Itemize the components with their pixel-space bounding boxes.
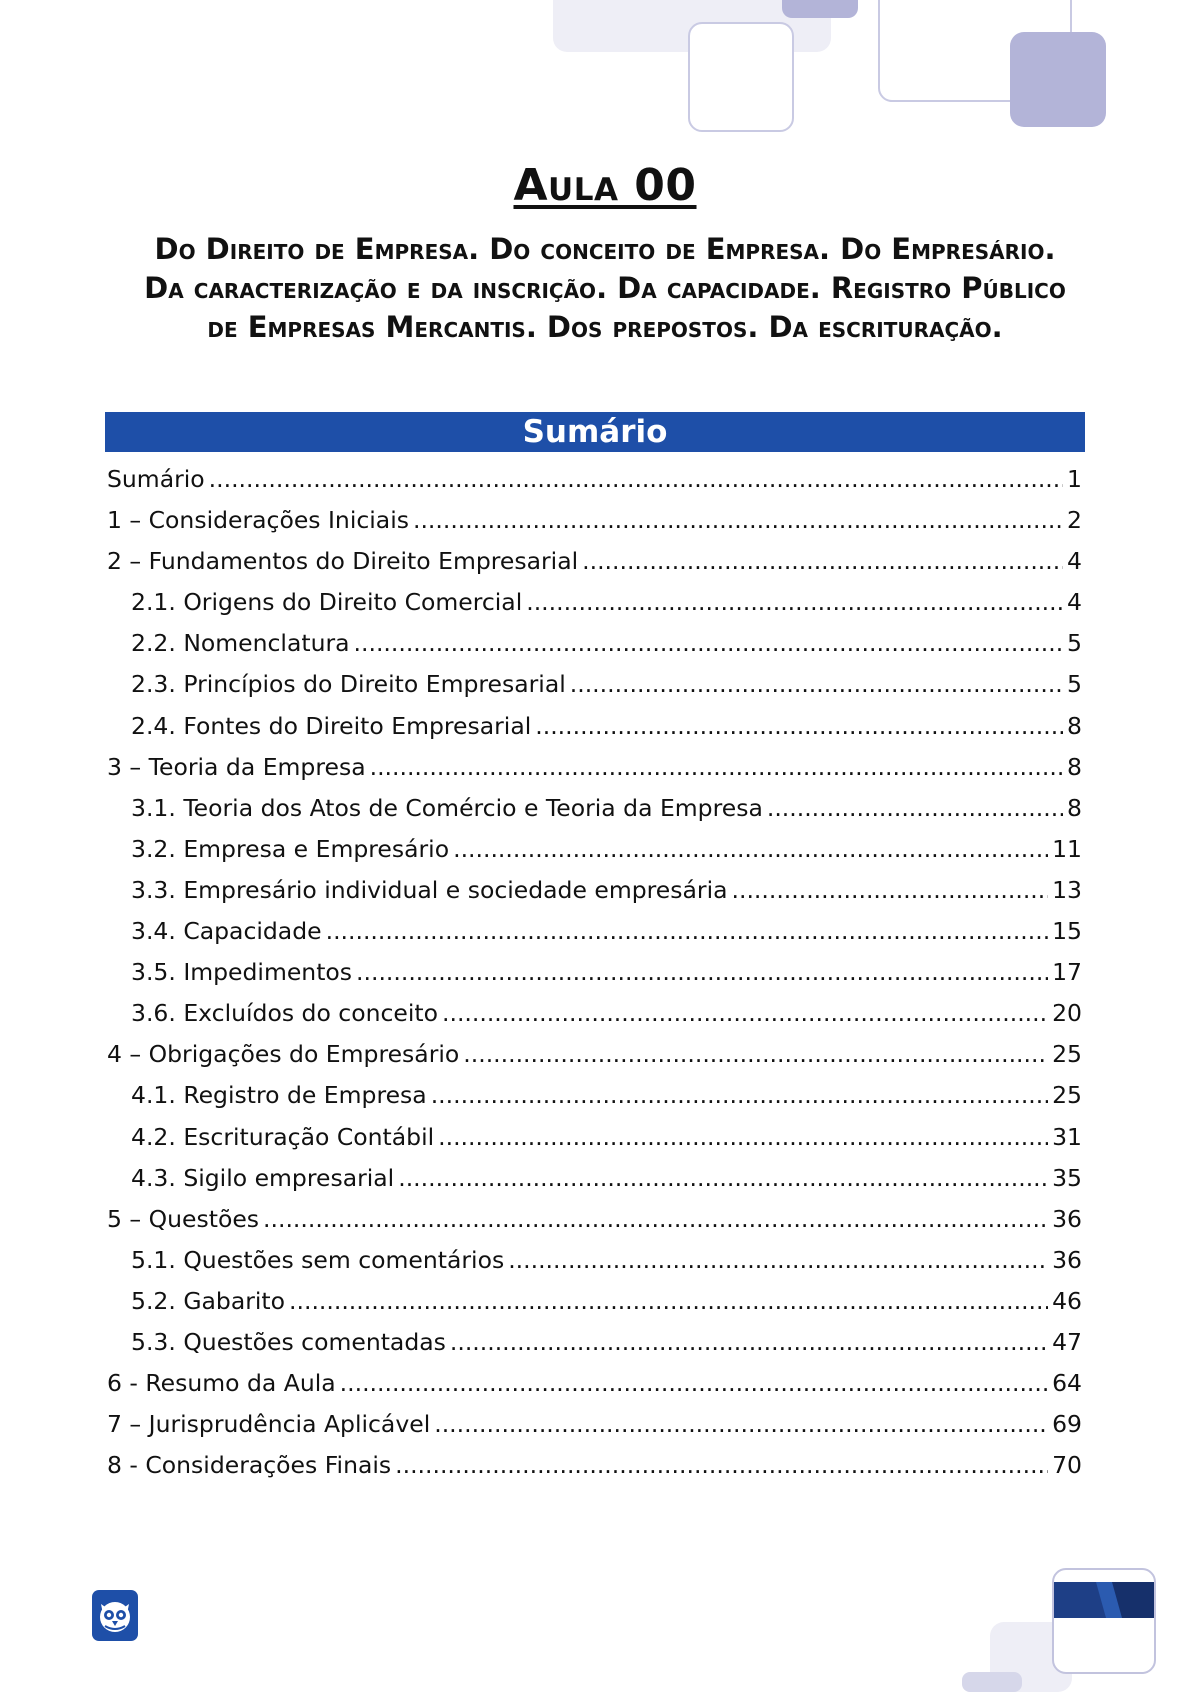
toc-entry-label: 8 - Considerações Finais [107, 1451, 392, 1480]
toc-leader-dots [535, 706, 1063, 747]
toc-entry-label: 3.4. Capacidade [131, 917, 322, 946]
toc-leader-dots [263, 1199, 1048, 1240]
toc-leader-dots [209, 459, 1063, 500]
page-corner-decoration [1052, 1568, 1156, 1674]
toc-entry-page: 69 [1052, 1410, 1082, 1439]
decorative-square [1010, 32, 1106, 127]
toc-entry-label: 3.5. Impedimentos [131, 958, 353, 987]
toc-entry-label: 3.1. Teoria dos Atos de Comércio e Teoria da Empresa [131, 793, 763, 822]
toc-entry-page: 8 [1067, 752, 1082, 781]
lesson-header [140, 160, 1070, 347]
toc-entry-page: 17 [1052, 958, 1082, 987]
toc-entry-label: 2 – Fundamentos do Direito Empresarial [107, 547, 579, 576]
toc-entry-label: 3 – Teoria da Empresa [107, 752, 366, 781]
toc-entry-label: 4.2. Escrituração Contábil [131, 1122, 435, 1151]
toc-entry-label: 2.3. Princípios do Direito Empresarial [131, 670, 566, 699]
toc-entry[interactable] [107, 623, 1082, 664]
toc-entry-page: 31 [1052, 1122, 1082, 1151]
toc-leader-dots [526, 582, 1063, 623]
toc-entry-label: 4.3. Sigilo empresarial [131, 1163, 395, 1192]
toc-leader-dots [442, 993, 1048, 1034]
toc-entry-page: 8 [1067, 793, 1082, 822]
toc-entry-page: 1 [1067, 465, 1082, 493]
toc-entry[interactable] [107, 911, 1082, 952]
toc-entry-label: 1 – Considerações Iniciais [107, 506, 409, 535]
toc-entry-page: 8 [1067, 711, 1082, 740]
toc-entry-label: 4 – Obrigações do Empresário [107, 1040, 460, 1069]
toc-entry[interactable] [107, 1322, 1082, 1363]
toc-leader-dots [398, 1158, 1048, 1199]
toc-entry-page: 25 [1052, 1081, 1082, 1110]
toc-entry-label: 7 – Jurisprudência Aplicável [107, 1410, 431, 1439]
toc-entry[interactable] [107, 582, 1082, 623]
toc-entry[interactable] [107, 541, 1082, 582]
toc-entry-page: 4 [1067, 588, 1082, 617]
toc-entry[interactable] [107, 459, 1082, 500]
toc-entry-page: 2 [1067, 506, 1082, 535]
toc-entry-page: 35 [1052, 1163, 1082, 1192]
toc-entry[interactable] [107, 1281, 1082, 1322]
toc-entry-label: Sumário [107, 465, 205, 493]
toc-entry-page: 11 [1052, 834, 1082, 863]
toc-leader-dots [463, 1034, 1048, 1075]
toc-leader-dots [340, 1363, 1048, 1404]
decorative-square-outline [688, 22, 794, 132]
toc-entry[interactable] [107, 1075, 1082, 1116]
toc-entry-page: 46 [1052, 1286, 1082, 1315]
toc-leader-dots [431, 1075, 1048, 1116]
toc-entry-page: 70 [1052, 1451, 1082, 1480]
toc-leader-dots [354, 623, 1064, 664]
toc-entry[interactable] [107, 747, 1082, 788]
toc-entry-page: 5 [1067, 670, 1082, 699]
toc-entry[interactable] [107, 706, 1082, 747]
table-of-contents [107, 459, 1082, 1486]
decorative-square [962, 1672, 1022, 1692]
toc-entry-page: 64 [1052, 1369, 1082, 1398]
toc-entry[interactable] [107, 1034, 1082, 1075]
toc-entry-page: 13 [1052, 875, 1082, 904]
toc-entry-page: 4 [1067, 547, 1082, 576]
toc-entry-label: 3.6. Excluídos do conceito [131, 999, 438, 1028]
toc-entry-label: 3.3. Empresário individual e sociedade empresária [131, 875, 728, 904]
toc-leader-dots [732, 870, 1049, 911]
toc-entry-label: 2.4. Fontes do Direito Empresarial [131, 711, 532, 740]
toc-entry-page: 25 [1052, 1040, 1082, 1069]
toc-entry-page: 47 [1052, 1327, 1082, 1356]
toc-entry-page: 5 [1067, 629, 1082, 658]
toc-leader-dots [570, 664, 1063, 705]
toc-leader-dots [395, 1445, 1048, 1486]
toc-leader-dots [413, 500, 1063, 541]
toc-entry[interactable] [107, 1117, 1082, 1158]
toc-leader-dots [450, 1322, 1048, 1363]
toc-entry[interactable] [107, 1404, 1082, 1445]
toc-leader-dots [453, 829, 1048, 870]
toc-entry-label: 2.2. Nomenclatura [131, 629, 350, 658]
lesson-title: Aula 00 [513, 160, 697, 211]
toc-entry[interactable] [107, 500, 1082, 541]
summary-heading: Sumário [105, 412, 1085, 452]
toc-entry-label: 6 - Resumo da Aula [107, 1369, 336, 1398]
toc-leader-dots [767, 788, 1063, 829]
toc-leader-dots [289, 1281, 1048, 1322]
toc-entry-page: 20 [1052, 999, 1082, 1028]
toc-entry-page: 36 [1052, 1204, 1082, 1233]
toc-entry-page: 15 [1052, 917, 1082, 946]
toc-entry[interactable] [107, 1158, 1082, 1199]
toc-entry[interactable] [107, 1445, 1082, 1486]
toc-entry[interactable] [107, 1199, 1082, 1240]
toc-entry-label: 5.1. Questões sem comentários [131, 1245, 505, 1274]
lesson-subtitle: Do Direito de Empresa. Do conceito de Empresa. Do Empresário. Da caracterização e da inscrição. Da capacidade. Registro Público de Empresas Mercantis. Dos prepostos. Da escrituração. [144, 232, 1066, 344]
toc-entry[interactable] [107, 788, 1082, 829]
toc-leader-dots [326, 911, 1049, 952]
toc-entry-label: 4.1. Registro de Empresa [131, 1081, 427, 1110]
toc-entry-page: 36 [1052, 1245, 1082, 1274]
toc-entry[interactable] [107, 952, 1082, 993]
toc-entry-label: 5.2. Gabarito [131, 1286, 286, 1315]
owl-logo-icon [92, 1590, 138, 1641]
toc-entry[interactable] [107, 664, 1082, 705]
toc-leader-dots [370, 747, 1063, 788]
toc-entry[interactable] [107, 1240, 1082, 1281]
toc-entry-label: 2.1. Origens do Direito Comercial [131, 588, 523, 617]
toc-entry[interactable] [107, 870, 1082, 911]
toc-leader-dots [508, 1240, 1048, 1281]
toc-leader-dots [438, 1117, 1048, 1158]
toc-leader-dots [582, 541, 1063, 582]
toc-leader-dots [356, 952, 1048, 993]
toc-leader-dots [434, 1404, 1048, 1445]
toc-entry-label: 5.3. Questões comentadas [131, 1327, 446, 1356]
decorative-square [782, 0, 858, 18]
toc-entry[interactable] [107, 993, 1082, 1034]
toc-entry-label: 5 – Questões [107, 1204, 260, 1233]
toc-entry[interactable] [107, 1363, 1082, 1404]
toc-entry-label: 3.2. Empresa e Empresário [131, 834, 450, 863]
toc-entry[interactable] [107, 829, 1082, 870]
